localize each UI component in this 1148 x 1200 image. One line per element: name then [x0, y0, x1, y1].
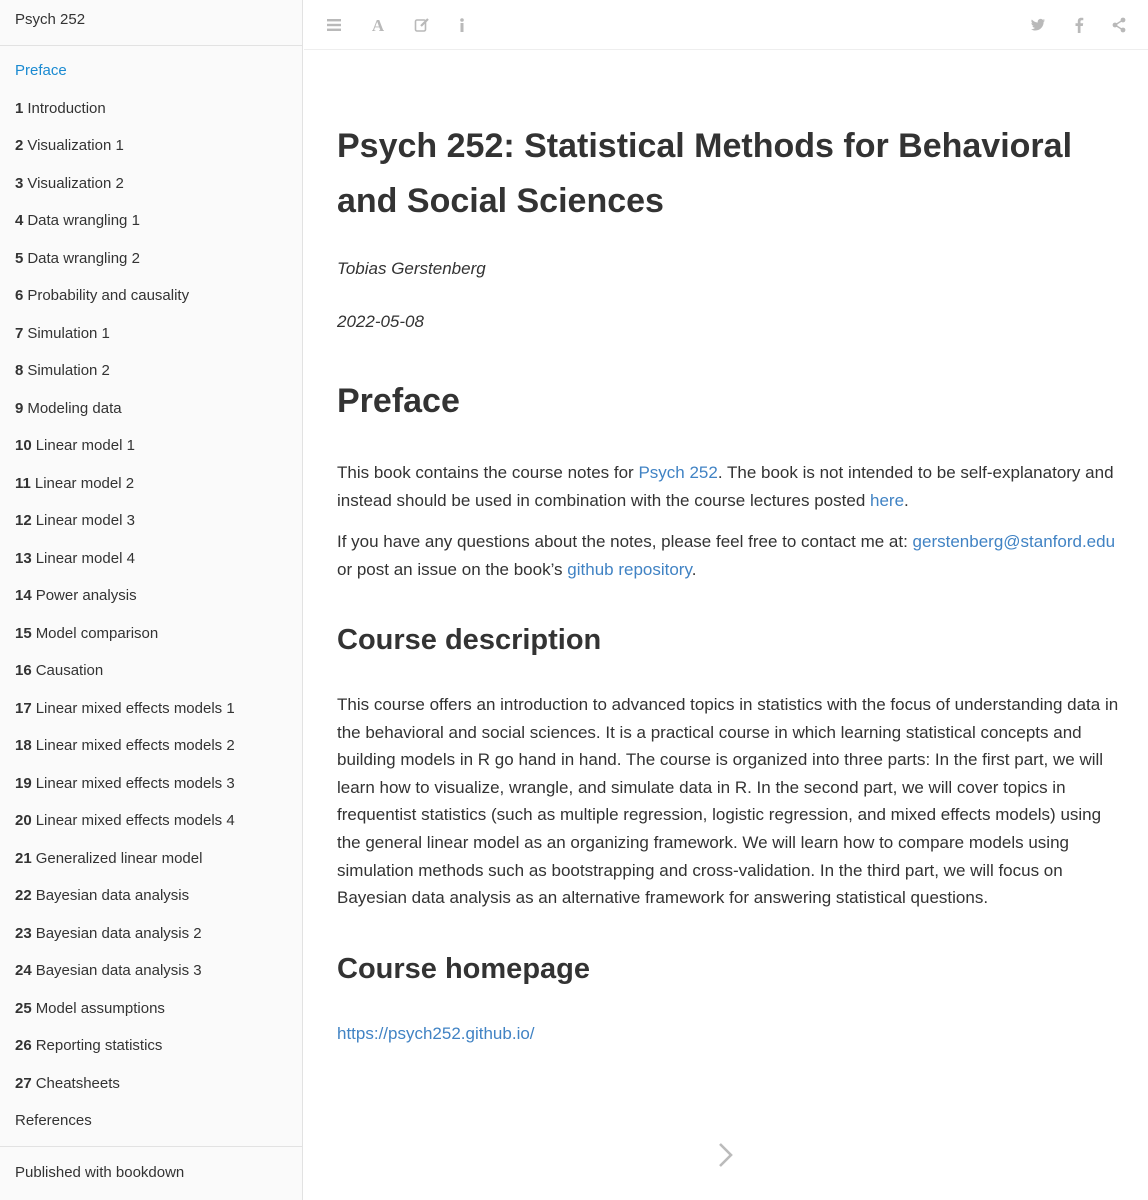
toc-item-label: Simulation 1	[27, 324, 110, 342]
facebook-icon[interactable]	[1069, 15, 1089, 35]
toc-item[interactable]: 26 Reporting statistics	[15, 1037, 163, 1054]
preface-paragraph-2: If you have any questions about the notes, please feel free to contact me at: gerstenberg@stanford.edu or post an issue on the book’s github repository.	[337, 532, 1116, 579]
author: Tobias Gerstenberg	[337, 259, 486, 278]
toc-item-label: Linear mixed effects models 4	[35, 812, 235, 829]
font-settings-icon[interactable]	[368, 15, 388, 35]
toc-item[interactable]: 9 Modeling data	[15, 399, 122, 417]
toc-item-label: Reporting statistics	[35, 1037, 163, 1054]
toc-item-preface[interactable]	[0, 62, 302, 100]
toc-item[interactable]: 15 Model comparison	[15, 624, 159, 642]
course-description-paragraph: This course offers an introduction to advanced topics in statistics with the focus of understanding data in the behavioral and social sciences. It is a practical course in which learning statistical concepts and building models in R go hand in hand. The course is organized into three parts: In the first part, we will learn how to visualize, wrangle, and simulate data in R. In the second part, we will cover topics in frequentist statistics (such as multiple regression, logistic regression, and mixed effects models) using the general linear model as an organizing framework. We will learn how to compare models using simulation methods such as bootstrapping and cross-validation. In the third part, we will focus on Bayesian data analysis as an alternative framework for answering statistical questions.	[337, 695, 1119, 908]
toc-item-label: Bayesian data analysis 3	[35, 962, 202, 979]
toc-toggle-icon[interactable]	[324, 15, 344, 35]
toc-item[interactable]: 20 Linear mixed effects models 4	[15, 812, 235, 829]
toc-item-label: Bayesian data analysis 2	[35, 924, 202, 942]
toc-item-label: Simulation 2	[27, 362, 110, 379]
sidebar-book-title[interactable]: Psych 252	[0, 0, 302, 46]
toc-item-label: Linear mixed effects models 1	[35, 699, 235, 717]
course-homepage-paragraph	[337, 1020, 1127, 1048]
github-repository-link[interactable]: github repository	[567, 559, 692, 579]
toc-item-label: Cheatsheets	[35, 1074, 120, 1092]
toc-item-label: Power analysis	[35, 587, 137, 604]
toc-item[interactable]: 16 Causation	[15, 662, 104, 679]
toc-item-label: Probability and causality	[27, 287, 190, 304]
toc-item-label: Introduction	[27, 99, 106, 117]
twitter-icon[interactable]	[1028, 15, 1048, 35]
toc-item-label: Linear model 3	[35, 512, 135, 529]
sidebar	[0, 0, 303, 1200]
edit-icon[interactable]	[412, 15, 432, 35]
toc-item-label: Model comparison	[35, 624, 159, 642]
course-homepage-link[interactable]: https://psych252.github.io/	[337, 1024, 535, 1043]
toc-item-label: Data wrangling 1	[27, 212, 140, 229]
toc-list	[0, 46, 302, 1150]
toc-item-label: Generalized linear model	[35, 849, 203, 867]
toc-item-label: Preface	[15, 62, 67, 79]
toc-item-label: Linear model 4	[35, 549, 135, 567]
toc-item[interactable]: 8 Simulation 2	[15, 362, 110, 379]
date: 2022-05-08	[337, 312, 424, 331]
svg-text:A: A	[371, 17, 385, 33]
toc-item[interactable]: 24 Bayesian data analysis 3	[15, 962, 202, 979]
toc-item-references[interactable]	[0, 1112, 302, 1150]
preface-heading: Preface	[337, 382, 460, 420]
toc-item[interactable]: 14 Power analysis	[15, 587, 137, 604]
course-homepage-heading: Course homepage	[337, 953, 590, 985]
toc-item[interactable]: 12 Linear model 3	[15, 512, 135, 529]
toc-item-label: Model assumptions	[35, 999, 165, 1017]
toc-item[interactable]: 27 Cheatsheets	[15, 1074, 120, 1092]
toc-item-label: Linear mixed effects models 3	[35, 774, 235, 792]
toc-item-label: Bayesian data analysis	[35, 887, 190, 904]
toc-item-label: Data wrangling 2	[27, 249, 140, 267]
info-icon[interactable]	[452, 15, 472, 35]
toc-item[interactable]: 4 Data wrangling 1	[15, 212, 140, 229]
next-page-chevron-icon[interactable]	[715, 1140, 737, 1170]
lectures-here-link[interactable]: here	[870, 490, 905, 510]
toc-item[interactable]: 7 Simulation 1	[15, 324, 110, 342]
toc-item[interactable]: 11 Linear model 2	[15, 474, 135, 492]
toc-item[interactable]: 2 Visualization 1	[15, 137, 124, 154]
psych-252-link[interactable]: Psych 252	[638, 463, 718, 482]
toc-item[interactable]: 19 Linear mixed effects models 3	[15, 774, 235, 792]
toc-item[interactable]: 17 Linear mixed effects models 1	[15, 699, 235, 717]
course-description-heading: Course description	[337, 624, 602, 656]
published-with-bookdown-link[interactable]: Published with bookdown	[0, 1146, 302, 1200]
toc-item-label: Causation	[35, 662, 104, 679]
toc-item-label: References	[15, 1112, 92, 1129]
toc-item-label: Modeling data	[27, 399, 122, 417]
toc-item-label: Linear model 1	[35, 437, 135, 454]
toc-item[interactable]: 5 Data wrangling 2	[15, 249, 140, 267]
page-title: Psych 252: Statistical Methods for Behavioral and Social Sciences	[337, 127, 1073, 220]
toc-item[interactable]: 22 Bayesian data analysis	[15, 887, 190, 904]
preface-paragraph-1: This book contains the course notes for Psych 252. The book is not intended to be self-explanatory and instead should be used in combination with the course lectures posted here.	[337, 463, 1114, 510]
toc-item-label: Visualization 1	[27, 137, 124, 154]
toc-item-label: Linear model 2	[34, 474, 135, 492]
email-link[interactable]: gerstenberg@stanford.edu	[912, 532, 1116, 551]
toc-item-label: Linear mixed effects models 2	[35, 737, 235, 754]
toc-item[interactable]: 25 Model assumptions	[15, 999, 165, 1017]
toc-item[interactable]: 21 Generalized linear model	[15, 849, 203, 867]
toc-item-label: Visualization 2	[27, 174, 124, 192]
toc-item[interactable]: 6 Probability and causality	[15, 287, 190, 304]
toc-item[interactable]: 10 Linear model 1	[15, 437, 135, 454]
toc-item[interactable]: 13 Linear model 4	[15, 549, 135, 567]
toc-item[interactable]: 18 Linear mixed effects models 2	[15, 737, 235, 754]
toc-item[interactable]: 1 Introduction	[15, 99, 106, 117]
toc-item[interactable]: 3 Visualization 2	[15, 174, 124, 192]
toc-item[interactable]: 23 Bayesian data analysis 2	[15, 924, 202, 942]
book-header-toolbar	[304, 0, 1148, 50]
share-icon[interactable]	[1109, 15, 1129, 35]
